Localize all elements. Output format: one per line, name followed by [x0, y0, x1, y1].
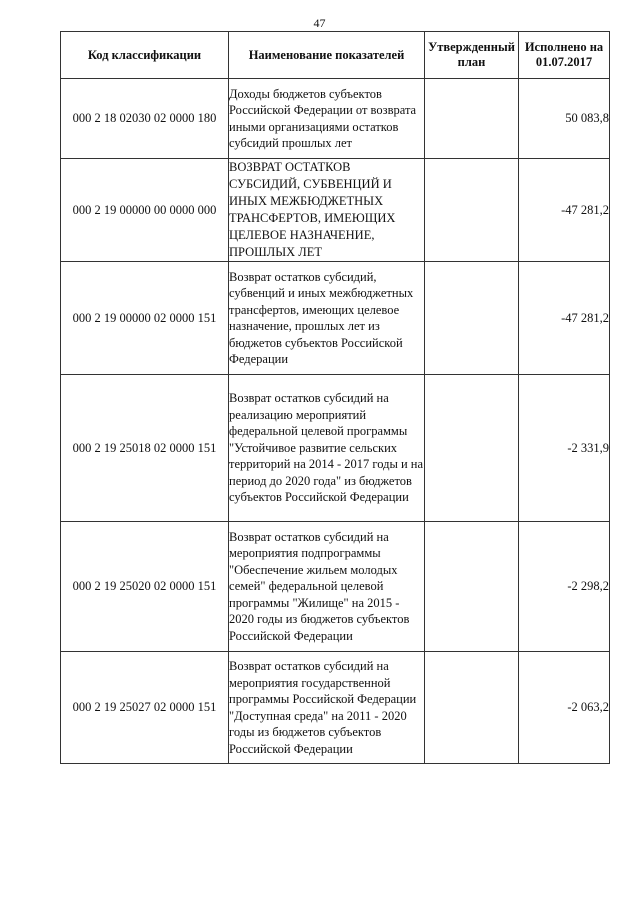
classification-code: 000 2 18 02030 02 0000 180 [61, 79, 229, 159]
indicator-name: Возврат остатков субсидий на реализацию мероприятий федеральной целевой программы "Устойчивое развитие сельских территорий на 2014 - 2017 годы и на период до 2020 года" из бюджетов субъектов Российской Федерации [229, 375, 425, 522]
executed-value: -2 063,2 [519, 652, 610, 764]
approved-plan [425, 522, 519, 652]
executed-value: 50 083,8 [519, 79, 610, 159]
approved-plan [425, 159, 519, 262]
executed-value: -2 298,2 [519, 522, 610, 652]
indicator-name: Возврат остатков субсидий на мероприятия государственной программы Российской Федерации "Доступная среда" на 2011 - 2020 годы из бюджетов субъектов Российской Федерации [229, 652, 425, 764]
budget-report-table [60, 31, 610, 764]
indicator-name: ВОЗВРАТ ОСТАТКОВ СУБСИДИЙ, СУБВЕНЦИЙ И ИНЫХ МЕЖБЮДЖЕТНЫХ ТРАНСФЕРТОВ, ИМЕЮЩИХ ЦЕЛЕВОЕ НАЗНАЧЕНИЕ, ПРОШЛЫХ ЛЕТ [229, 159, 425, 262]
classification-code: 000 2 19 25027 02 0000 151 [61, 652, 229, 764]
approved-plan [425, 79, 519, 159]
table-row [61, 79, 610, 159]
page-number: 47 [313, 16, 326, 30]
header-done: Исполнено на 01.07.2017 [519, 32, 610, 79]
table-row [61, 262, 610, 375]
indicator-name: Доходы бюджетов субъектов Российской Федерации от возврата иными организациями остатков субсидий прошлых лет [229, 79, 425, 159]
executed-value: -47 281,2 [519, 262, 610, 375]
header-plan: Утвержденный план [425, 32, 519, 79]
header-name: Наименование показателей [229, 32, 425, 79]
table-header-row [61, 32, 610, 79]
table-row [61, 159, 610, 262]
classification-code: 000 2 19 00000 02 0000 151 [61, 262, 229, 375]
table-row [61, 375, 610, 522]
table-row [61, 652, 610, 764]
classification-code: 000 2 19 25020 02 0000 151 [61, 522, 229, 652]
approved-plan [425, 262, 519, 375]
executed-value: -2 331,9 [519, 375, 610, 522]
indicator-name: Возврат остатков субсидий, субвенций и иных межбюджетных трансфертов, имеющих целевое назначение, прошлых лет из бюджетов субъектов Российской Федерации [229, 262, 425, 375]
classification-code: 000 2 19 00000 00 0000 000 [61, 159, 229, 262]
indicator-name: Возврат остатков субсидий на мероприятия подпрограммы "Обеспечение жильем молодых семей" федеральной целевой программы "Жилище" на 2015 - 2020 годы из бюджетов субъектов Российской Федерации [229, 522, 425, 652]
table-row [61, 522, 610, 652]
header-code: Код классификации [61, 32, 229, 79]
classification-code: 000 2 19 25018 02 0000 151 [61, 375, 229, 522]
approved-plan [425, 375, 519, 522]
approved-plan [425, 652, 519, 764]
executed-value: -47 281,2 [519, 159, 610, 262]
